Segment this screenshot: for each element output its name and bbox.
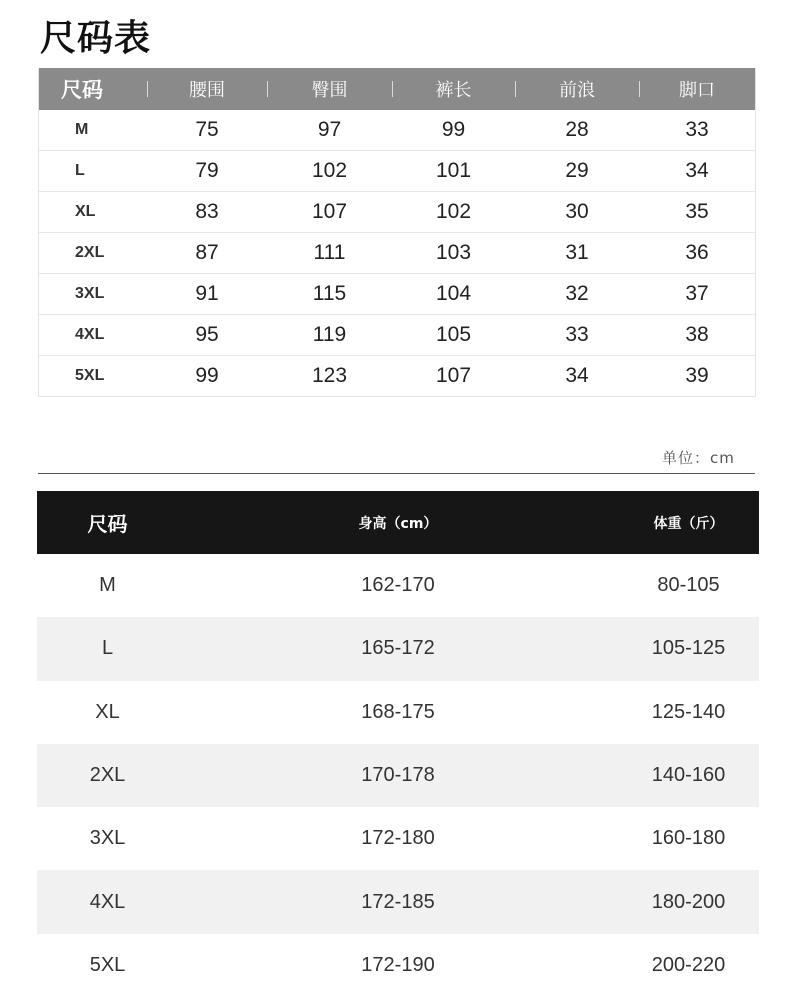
cell-front-rise: 33	[565, 323, 589, 346]
cell-hip: 102	[311, 159, 348, 182]
cell-pants-length: 103	[435, 241, 472, 264]
cell-leg-opening: 36	[685, 241, 709, 264]
table-row	[37, 807, 759, 870]
cell-pants-length: 102	[435, 200, 472, 223]
cell-height: 172-180	[361, 827, 435, 850]
header-weight: 体重（斤）	[653, 515, 724, 532]
cell-size: 4XL	[75, 326, 105, 343]
cell-height: 165-172	[361, 637, 435, 660]
cell-weight: 160-180	[651, 827, 726, 850]
cell-size: 2XL	[75, 244, 105, 261]
cell-waist: 83	[195, 200, 219, 223]
page-title: 尺码表	[40, 18, 152, 59]
table-row	[39, 273, 755, 314]
cell-size: M	[75, 121, 89, 138]
cell-leg-opening: 34	[685, 159, 709, 182]
cell-leg-opening: 38	[685, 323, 709, 346]
table-header	[39, 68, 755, 110]
cell-size: M	[99, 574, 116, 597]
header-waist: 腰围	[147, 76, 267, 102]
table-row	[37, 681, 759, 744]
header-size: 尺码	[61, 78, 103, 102]
table-header	[37, 491, 759, 554]
table-row	[39, 191, 755, 232]
cell-pants-length: 101	[435, 159, 472, 182]
header-hip: 臀围	[267, 76, 392, 102]
header-height: 身高（cm）	[358, 515, 438, 532]
cell-hip: 107	[311, 200, 348, 223]
cell-size: XL	[95, 700, 120, 723]
cell-weight: 105-125	[651, 637, 726, 660]
cell-front-rise: 31	[565, 241, 589, 264]
cell-leg-opening: 37	[685, 282, 709, 305]
cell-height: 168-175	[361, 700, 435, 723]
cell-front-rise: 32	[565, 282, 589, 305]
cell-height: 172-185	[361, 890, 435, 913]
cell-size: 2XL	[89, 764, 126, 787]
cell-front-rise: 29	[565, 159, 589, 182]
header-pants-length: 裤长	[392, 76, 515, 102]
table-row	[39, 110, 755, 150]
cell-waist: 91	[195, 282, 219, 305]
cell-pants-length: 105	[435, 323, 472, 346]
cell-front-rise: 34	[565, 364, 589, 387]
size-measurement-table	[38, 68, 756, 397]
cell-hip: 115	[312, 282, 347, 305]
header-size: 尺码	[87, 512, 128, 536]
table-row	[37, 617, 759, 680]
cell-leg-opening: 39	[685, 364, 709, 387]
cell-height: 162-170	[361, 574, 435, 597]
cell-size: 4XL	[89, 890, 126, 913]
cell-size: L	[101, 637, 114, 660]
cell-hip: 111	[313, 241, 346, 264]
cell-size: 5XL	[89, 953, 126, 976]
cell-hip: 123	[311, 364, 348, 387]
cell-hip: 97	[317, 118, 342, 141]
cell-height: 170-178	[361, 764, 435, 787]
cell-pants-length: 104	[435, 282, 472, 305]
cell-weight: 80-105	[657, 574, 720, 597]
table-row	[39, 314, 755, 355]
cell-weight: 200-220	[651, 953, 726, 976]
cell-size: 5XL	[75, 367, 105, 384]
cell-pants-length: 107	[435, 364, 472, 387]
cell-hip: 119	[312, 323, 347, 346]
cell-waist: 79	[195, 159, 219, 182]
cell-size: L	[75, 162, 85, 179]
unit-label: 单位：cm	[662, 449, 735, 467]
cell-waist: 99	[195, 364, 219, 387]
table-row	[37, 934, 759, 997]
divider	[38, 473, 755, 474]
size-recommendation-table	[37, 491, 759, 997]
cell-weight: 125-140	[651, 700, 726, 723]
table-row	[37, 744, 759, 807]
table-row	[39, 232, 755, 273]
cell-leg-opening: 33	[685, 118, 709, 141]
table-row	[37, 870, 759, 933]
cell-leg-opening: 35	[685, 200, 709, 223]
cell-weight: 140-160	[651, 764, 726, 787]
cell-front-rise: 30	[565, 200, 589, 223]
cell-front-rise: 28	[565, 118, 589, 141]
header-front-rise: 前浪	[515, 76, 639, 102]
cell-waist: 95	[195, 323, 219, 346]
table-row	[39, 355, 755, 396]
cell-weight: 180-200	[651, 890, 726, 913]
cell-pants-length: 99	[441, 118, 466, 141]
cell-size: 3XL	[75, 285, 105, 302]
header-leg-opening: 脚口	[639, 76, 755, 102]
cell-waist: 87	[195, 241, 219, 264]
table-row	[37, 554, 759, 617]
cell-size: 3XL	[89, 827, 126, 850]
cell-size: XL	[75, 203, 96, 220]
table-row	[39, 150, 755, 191]
cell-height: 172-190	[361, 953, 435, 976]
cell-waist: 75	[195, 118, 219, 141]
